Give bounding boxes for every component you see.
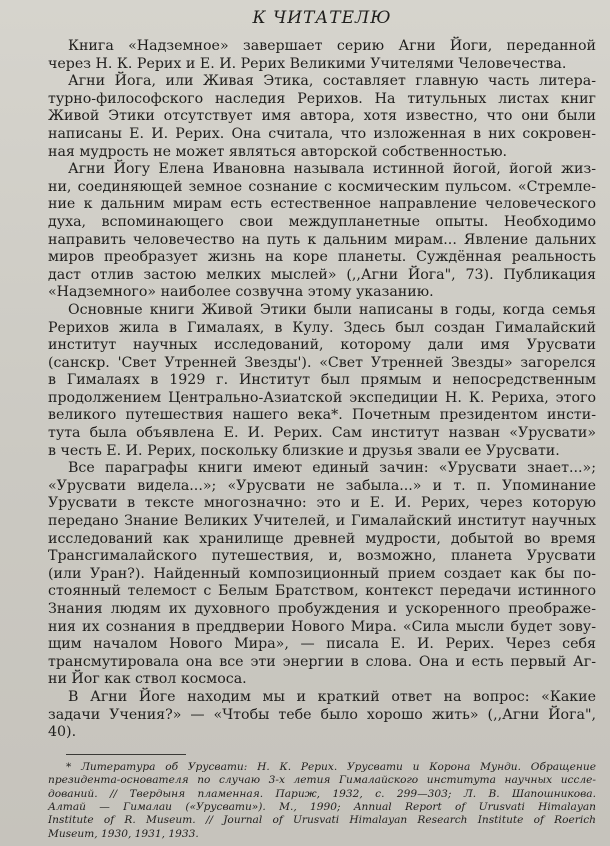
- text-line: Урусвати в тексте многозначно: это и Е. И. Рерих, через которую: [48, 495, 596, 512]
- text-line: Агни Йогу Елена Ивановна называла истинной йогой, йогой жиз-: [68, 161, 596, 178]
- text-line: (или Уран?). Найденный композиционный прием создает как бы по-: [48, 565, 596, 582]
- text-line: Все параграфы книги имеют единый зачин: «Урусвати знает...»;: [68, 460, 596, 477]
- footnote-line: дований. // Твердыня пламенная. Париж, 1932, с. 299—303; Л. В. Шапошникова.: [48, 787, 596, 800]
- text-line: «Надземного» наиболее созвучна этому указанию.: [48, 284, 434, 301]
- text-line: ния их сознания в преддверии Нового Мира. «Сила мысли будет зову-: [48, 618, 596, 635]
- text-line: стоянный телемост с Белым Братством, контекст передачи истинного: [48, 583, 596, 600]
- footnote-line: Алтай — Гималаи («Урусвати»). М., 1990; Annual Report of Urusvati Himalayan: [48, 800, 596, 813]
- text-line: духа, вспоминающего свои междупланетные опыты. Необходимо: [48, 213, 596, 230]
- text-line: исследований как хранилище древней мудрости, добытой во время: [48, 530, 596, 547]
- footnote-line: Institute of R. Museum. // Journal of Urusvati Himalayan Research Institute of Roerich: [48, 814, 596, 827]
- footnote: [48, 761, 596, 841]
- text-line: направить человечество на путь к дальним мирам... Явление дальних: [48, 231, 596, 248]
- page: [48, 8, 596, 841]
- text-line: даст отлив застою мелких мыслей» (,,Агни Йога", 73). Публикация: [48, 266, 596, 283]
- text-line: продолжением Центрально-Азиатской экспедиции Н. К. Рериха, этого: [48, 389, 596, 406]
- paragraph: [48, 38, 596, 73]
- text-line: задачи Учения?» — «Чтобы тебе было хорошо жить» (,,Агни Йога",: [48, 706, 596, 723]
- paragraph: [48, 460, 596, 689]
- footnote-line: Museum, 1930, 1931, 1933.: [48, 827, 199, 840]
- text-line: трансмутировала она все эти энергии в слова. Она и есть первый Аг-: [48, 653, 596, 670]
- paragraph: [48, 302, 596, 460]
- text-line: тута была объявлена Е. И. Рерих. Сам институт назван «Урусвати»: [48, 425, 596, 442]
- text-line: написаны Е. И. Рерих. Она считала, что изложенная в них сокровен-: [48, 125, 596, 142]
- paragraph: [48, 73, 596, 161]
- text-line: институт научных исследований, которому дали имя Урусвати: [48, 337, 596, 354]
- footnote-line: президента-основателя по случаю 3-х летия Гималайского института научных иссле-: [48, 774, 596, 787]
- text-line: миров преобразует жизнь на коре планеты. Суждённая реальность: [48, 249, 596, 266]
- footnote-divider: [66, 754, 186, 755]
- text-line: 40).: [48, 724, 77, 741]
- text-line: ние к дальним мирам есть естественное направление человеческого: [48, 196, 596, 213]
- paragraph: [48, 161, 596, 302]
- body-text: [48, 38, 596, 742]
- text-line: Рерихов жила в Гималаях, в Кулу. Здесь был создан Гималайский: [48, 319, 596, 336]
- text-line: ни, соединяющей земное сознание с космическим пульсом. «Стремле-: [48, 178, 596, 195]
- text-line: Трансгималайского путешествия, и, возможно, планета Урусвати: [48, 548, 596, 565]
- text-line: ни Йог как ствол космоса.: [48, 671, 247, 688]
- text-line: через Н. К. Рерих и Е. И. Рерих Великими Учителями Человечества.: [48, 55, 567, 72]
- text-line: ная мудрость не может являться авторской собственностью.: [48, 143, 508, 160]
- text-line: Книга «Надземное» завершает серию Агни Йоги, переданной: [68, 38, 596, 54]
- text-line: Живой Этики отсутствует имя автора, хотя известно, что они были: [48, 108, 596, 125]
- text-line: «Урусвати видела...»; «Урусвати не забыла...» и т. п. Упоминание: [48, 477, 596, 494]
- footnote-line: * Литература об Урусвати: Н. К. Рерих. Урусвати и Корона Мунди. Обращение: [66, 760, 596, 773]
- text-line: Знания людям их духовного пробуждения и ускоренного преображе-: [48, 601, 596, 617]
- paragraph: [48, 689, 596, 742]
- text-line: (санскр. 'Свет Утренней Звезды'). «Свет Утренней Звезды» загорелся: [48, 354, 596, 371]
- text-line: великого путешествия нашего века*. Почетным президентом инсти-: [48, 407, 596, 424]
- text-line: щим началом Нового Мира», — писала Е. И. Рерих. Через себя: [48, 636, 596, 653]
- page-title: К ЧИТАТЕЛЮ: [252, 8, 392, 28]
- text-line: турно-философского наследия Рерихов. На титульных листах книг: [48, 90, 596, 107]
- text-line: В Агни Йоге находим мы и краткий ответ на вопрос: «Какие: [68, 688, 596, 705]
- text-line: в Гималаях в 1929 г. Институт был прямым и непосредственным: [48, 372, 596, 389]
- text-line: Агни Йога, или Живая Этика, составляет главную часть литера-: [68, 73, 596, 90]
- text-line: передано Знание Великих Учителей, и Гималайский институт научных: [48, 513, 596, 530]
- text-line: в честь Е. И. Рерих, поскольку близкие и друзья звали ее Урусвати.: [48, 442, 560, 459]
- text-line: Основные книги Живой Этики были написаны в годы, когда семья: [68, 301, 596, 318]
